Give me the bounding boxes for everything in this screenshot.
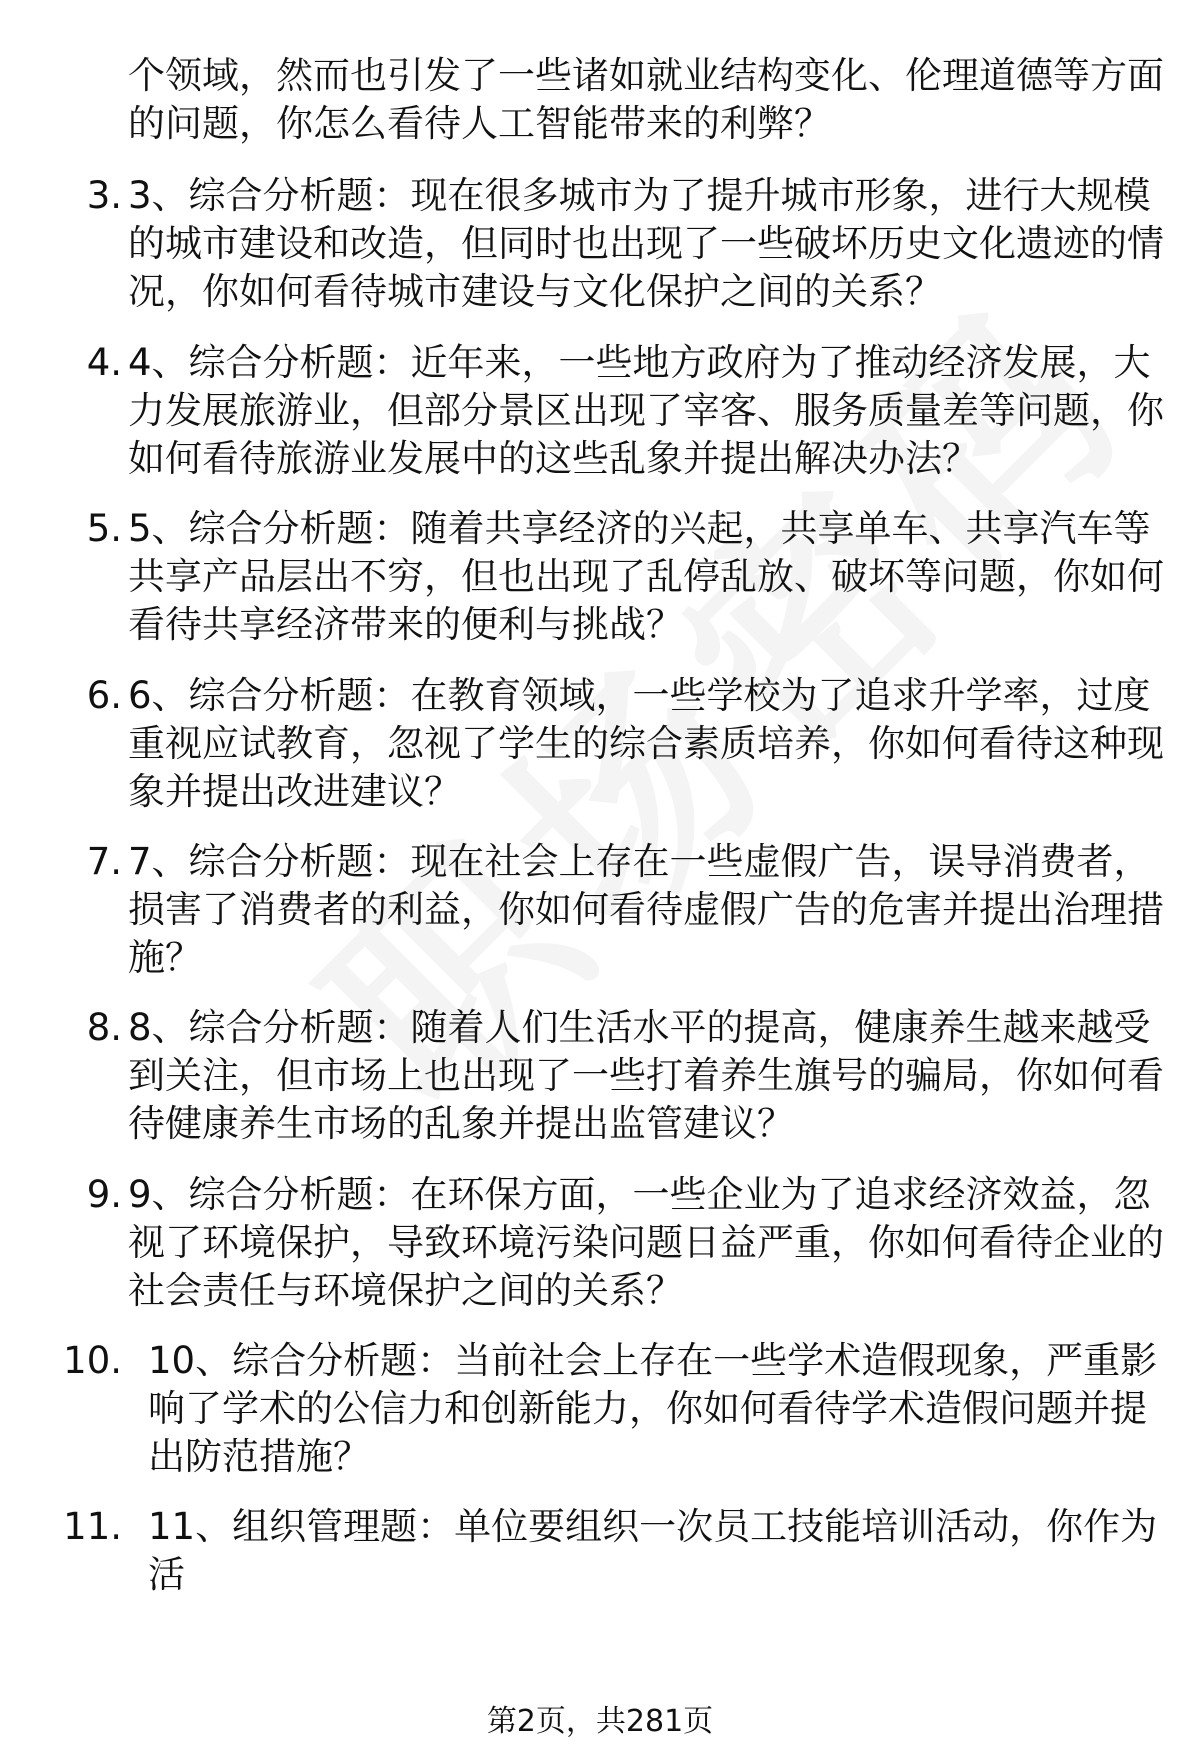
question-text: 3、综合分析题：现在很多城市为了提升城市形象，进行大规模的城市建设和改造，但同时也出现了一些破坏历史文化遗迹的情况，你如何看待城市建设与文化保护之间的关系？ [128,174,1164,313]
question-text: 10、综合分析题：当前社会上存在一些学术造假现象，严重影响了学术的公信力和创新能力，你如何看待学术造假问题并提出防范措施？ [148,1339,1158,1478]
list-number: 8. [86,1006,122,1049]
question-text: 7、综合分析题：现在社会上存在一些虚假广告，误导消费者，损害了消费者的利益，你如何看待虚假广告的危害并提出治理措施？ [128,840,1164,979]
list-number: 9. [86,1173,122,1216]
list-number: 6. [86,674,122,717]
list-number: 5. [86,507,122,550]
question-text: 4、综合分析题：近年来，一些地方政府为了推动经济发展，大力发展旅游业，但部分景区出现了宰客、服务质量差等问题，你如何看待旅游业发展中的这些乱象并提出解决办法？ [128,341,1164,480]
question-text: 11、组织管理题：单位要组织一次员工技能培训活动，你作为活 [148,1505,1158,1596]
continuation-text: 个领域，然而也引发了一些诸如就业结构变化、伦理道德等方面的问题，你怎么看待人工智能带来的利弊？ [128,54,1164,145]
page-footer: 第2页，共281页 [486,1704,714,1739]
list-number: 4. [86,341,122,384]
question-text: 9、综合分析题：在环保方面，一些企业为了追求经济效益，忽视了环境保护，导致环境污染问题日益严重，你如何看待企业的社会责任与环境保护之间的关系？ [128,1173,1164,1312]
question-text: 8、综合分析题：随着人们生活水平的提高，健康养生越来越受到关注，但市场上也出现了一些打着养生旗号的骗局，你如何看待健康养生市场的乱象并提出监管建议？ [128,1006,1164,1145]
question-text: 6、综合分析题：在教育领域，一些学校为了追求升学率，过度重视应试教育，忽视了学生的综合素质培养，你如何看待这种现象并提出改进建议？ [128,674,1164,813]
list-number: 11. [63,1505,122,1548]
question-text: 5、综合分析题：随着共享经济的兴起，共享单车、共享汽车等共享产品层出不穷，但也出现了乱停乱放、破坏等问题，你如何看待共享经济带来的便利与挑战？ [128,507,1164,646]
list-number: 10. [63,1339,122,1382]
list-number: 3. [86,174,122,217]
list-number: 7. [86,840,122,883]
